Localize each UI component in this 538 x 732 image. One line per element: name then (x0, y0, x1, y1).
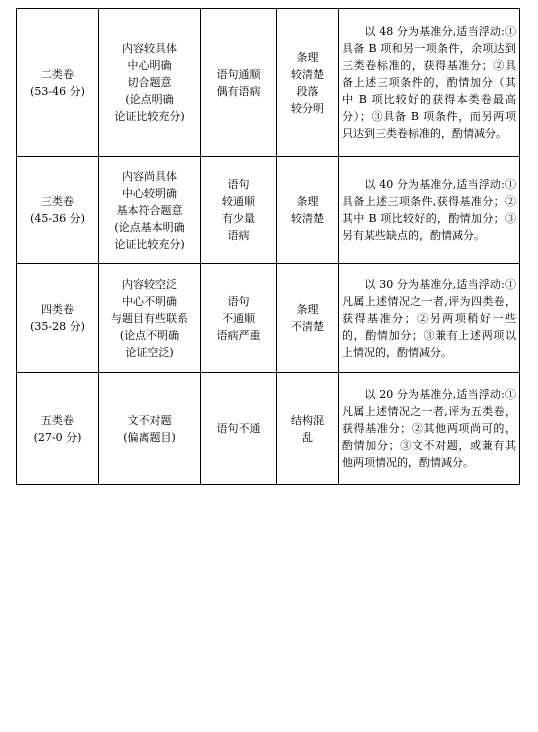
language-cell: 语句不通 (201, 373, 277, 485)
content-cell: 文不对题 (偏离题目) (99, 373, 201, 485)
grade-cell: 四类卷 (35-28 分) (17, 264, 99, 373)
language-cell: 语句 较通顺 有少量 语病 (201, 157, 277, 264)
scoring-rule-cell: 以 20 分为基准分,适当浮动:①凡属上述情况之一者,评为五类卷，获得基准分；②其他两项尚可的，酌情加分；③文不对题，或兼有其他两项情况的，酌情减分。 (339, 373, 520, 485)
structure-cell: 条理 较清楚 段落 较分明 (277, 9, 339, 157)
language-cell: 语句 不通顺 语病严重 (201, 264, 277, 373)
scoring-rule-cell: 以 48 分为基准分,适当浮动:①具备 B 项和另一项条件，余项达到三类卷标准的，获得基准分；②具备上述三项条件的，酌情加分（其中 B 项比较好的获得本类卷最高分）；③具备 B 项条件，而另两项只达到三类卷标准的，酌情减分。 (339, 9, 520, 157)
content-cell: 内容较空泛 中心不明确 与题目有些联系 (论点不明确 论证空泛) (99, 264, 201, 373)
grading-table (16, 8, 520, 485)
content-cell: 内容尚具体 中心较明确 基本符合题意 (论点基本明确 论证比较充分) (99, 157, 201, 264)
table-row (17, 264, 520, 373)
language-cell: 语句通顺 偶有语病 (201, 9, 277, 157)
structure-cell: 条理 较清楚 (277, 157, 339, 264)
table-row (17, 373, 520, 485)
scoring-rule-cell: 以 40 分为基准分,适当浮动:①具备上述三项条件,获得基准分；②其中 B 项比较好的，酌情加分；③另有某些缺点的，酌情减分。 (339, 157, 520, 264)
content-cell: 内容较具体 中心明确 切合题意 (论点明确 论证比较充分) (99, 9, 201, 157)
structure-cell: 结构混 乱 (277, 373, 339, 485)
scoring-rule-cell: 以 30 分为基准分,适当浮动:①凡属上述情况之一者,评为四类卷，获得基准分；②另两项稍好一些的，酌情加分；③兼有上述两项以上情况的，酌情减分。 (339, 264, 520, 373)
grade-cell: 二类卷 (53-46 分) (17, 9, 99, 157)
structure-cell: 条理 不清楚 (277, 264, 339, 373)
grade-cell: 三类卷 (45-36 分) (17, 157, 99, 264)
table-row (17, 9, 520, 157)
table-row (17, 157, 520, 264)
grade-cell: 五类卷 (27-0 分) (17, 373, 99, 485)
